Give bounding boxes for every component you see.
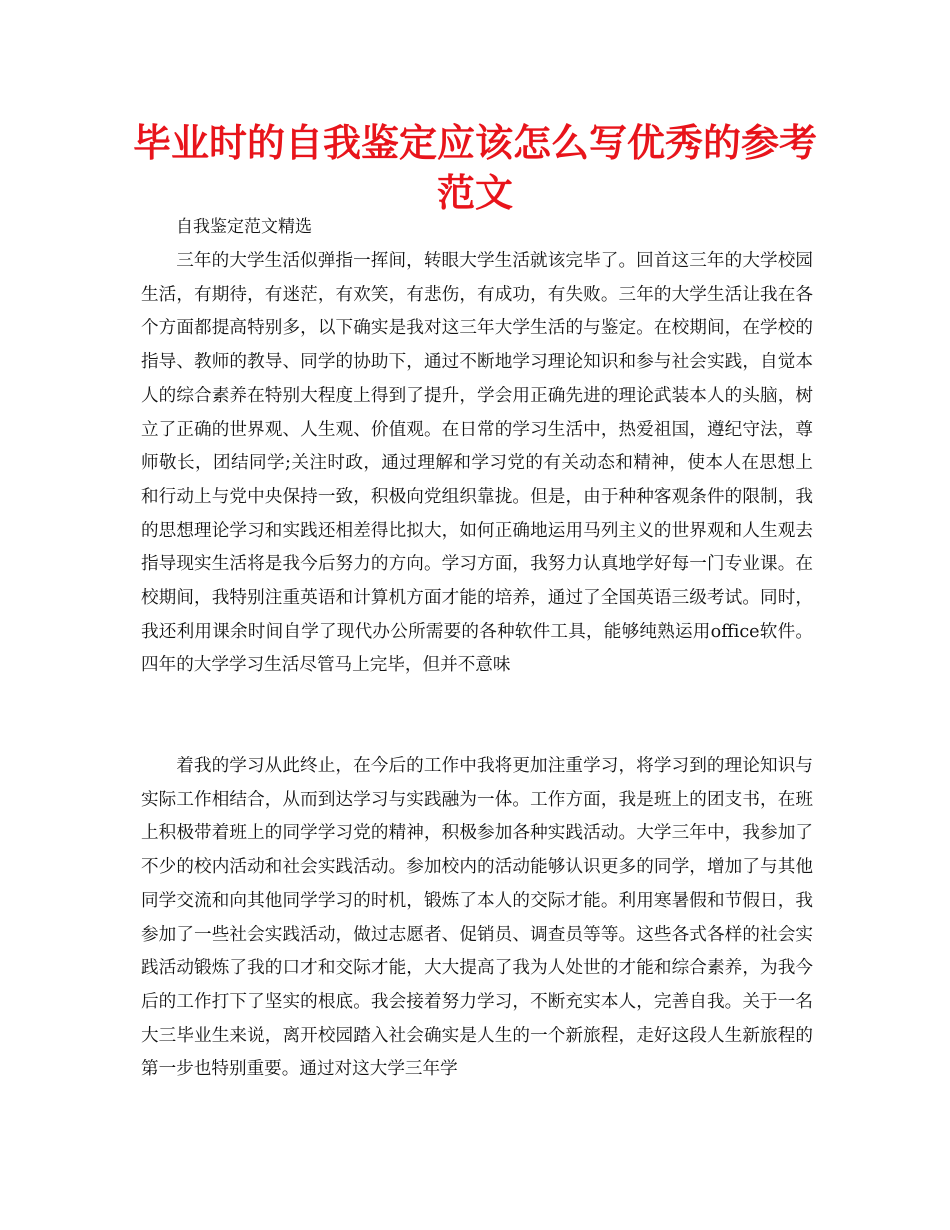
body-paragraph: 三年的大学生活似弹指一挥间，转眼大学生活就该完毕了。回首这三年的大学校园生活，有期待，有迷茫，有欢笑，有悲伤，有成功，有失败。三年的大学生活让我在各个方面都提高特别多，以下确实是我对这三年大学生活的与鉴定。在校期间，在学校的指导、教师的教导、同学的协助下，通过不断地学习理论知识和参与社会实践，自觉本人的综合素养在特别大程度上得到了提升，学会用正确先进的理论武装本人的头脑，树立了正确的世界观、人生观、价值观。在日常的学习生活中，热爱祖国，遵纪守法，尊师敬长，团结同学;关注时政，通过理解和学习党的有关动态和精神，使本人在思想上和行动上与党中央保持一致，积极向党组织靠拢。但是，由于种种客观条件的限制，我的思想理论学习和实践还相差得比拟大，如何正确地运用马列主义的世界观和人生观去指导现实生活将是我今后努力的方向。学习方面，我努力认真地学好每一门专业课。在校期间，我特别注重英语和计算机方面才能的培养，通过了全国英语三级考试。同时，我还利用课余时间自学了现代办公所需要的各种软件工具，能够纯熟运用office软件。四年的大学学习生活尽管马上完毕，但并不意味 (141, 251, 813, 676)
document-subtitle: 自我鉴定范文精选 (176, 217, 312, 237)
document-title: 毕业时的自我鉴定应该怎么写优秀的参考范文 (132, 121, 817, 215)
body-paragraph: 着我的学习从此终止，在今后的工作中我将更加注重学习，将学习到的理论知识与实际工作相结合，从而到达学习与实践融为一体。工作方面，我是班上的团支书，在班上积极带着班上的同学学习党的精神，积极参加各种实践活动。大学三年中，我参加了不少的校内活动和社会实践活动。参加校内的活动能够认识更多的同学，增加了与其他同学交流和向其他同学学习的时机，锻炼了本人的交际才能。利用寒暑假和节假日，我参加了一些社会实践活动，做过志愿者、促销员、调查员等等。这些各式各样的社会实践活动锻炼了我的口才和交际才能，大大提高了我为人处世的才能和综合素养，为我今后的工作打下了坚实的根底。我会接着努力学习，不断充实本人，完善自我。关于一名大三毕业生来说，离开校园踏入社会确实是人生的一个新旅程，走好这段人生新旅程的第一步也特别重要。通过对这大学三年学 (141, 756, 813, 1080)
